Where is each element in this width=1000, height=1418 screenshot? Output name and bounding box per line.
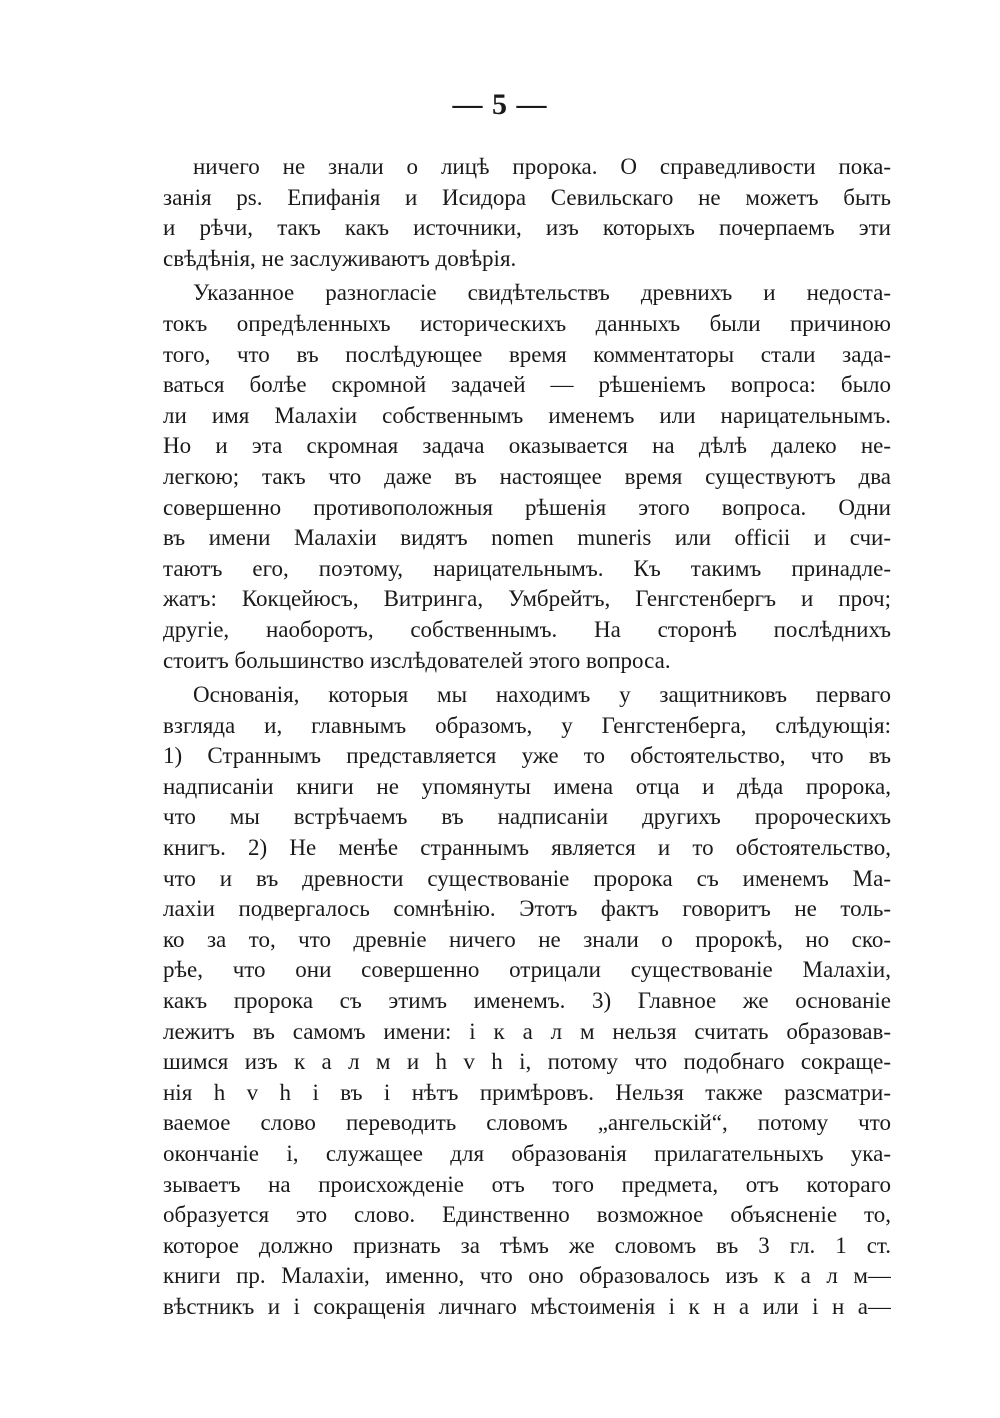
body-text xyxy=(163,152,891,1323)
text-line: шимся изъ к а л м и h v h і, потому что подобнаго сокраще- xyxy=(163,1049,891,1075)
text-line: того, что въ послѣдующее время комментаторы стали зада- xyxy=(163,341,891,367)
text-line: и рѣчи, такъ какъ источники, изъ которыхъ почерпаемъ эти xyxy=(163,215,891,241)
text-line: лежитъ въ самомъ имени: і к а л м нельзя считать образовав- xyxy=(163,1018,891,1044)
text-line: вѣстникъ и і сокращенія личнаго мѣстоименія і к н а или і н а— xyxy=(163,1293,891,1319)
text-line: совершенно противоположныя рѣшенія этого вопроса. Одни xyxy=(163,494,891,520)
paragraph-1 xyxy=(163,152,891,274)
paragraph-2 xyxy=(163,278,891,676)
text-line: Указанное разногласіе свидѣтельствъ древнихъ и недоста- xyxy=(193,280,891,306)
text-line: какъ пророка съ этимъ именемъ. 3) Главное же основаніе xyxy=(163,988,891,1014)
text-line: окончаніе і, служащее для образованія прилагательныхъ ука- xyxy=(163,1141,891,1166)
text-line: Основанія, которыя мы находимъ у защитниковъ перваго xyxy=(193,682,891,708)
text-line: зываетъ на происхожденіе отъ того предмета, отъ котораго xyxy=(163,1171,891,1197)
text-line: что и въ древности существованіе пророка съ именемъ Ма- xyxy=(163,865,891,891)
paragraph-3 xyxy=(163,680,891,1322)
text-line: занія ps. Епифанія и Исидора Севильскаго не можетъ быть xyxy=(163,184,891,210)
text-line: надписаніи книги не упомянуты имена отца и дѣда пророка, xyxy=(163,773,891,799)
text-line: токъ опредѣленныхъ историческихъ данныхъ были причиною xyxy=(163,310,891,336)
text-line: ко за то, что древніе ничего не знали о пророкѣ, но ско- xyxy=(163,926,891,952)
text-line: лахіи подвергалось сомнѣнію. Этотъ фактъ говоритъ не толь- xyxy=(163,896,891,922)
text-line: 1) Страннымъ представляется уже то обстоятельство, что въ xyxy=(163,743,891,769)
text-line: которое должно признать за тѣмъ же словомъ въ 3 гл. 1 ст. xyxy=(163,1232,891,1258)
text-line: Но и эта скромная задача оказывается на дѣлѣ далеко не- xyxy=(163,433,891,459)
text-line: легкою; такъ что даже въ настоящее время существуютъ два xyxy=(163,463,891,489)
text-line: ваемое слово переводить словомъ „ангельскій“, потому что xyxy=(163,1110,891,1136)
text-line: книгъ. 2) Не менѣе страннымъ является и то обстоятельство, xyxy=(163,835,891,861)
text-line: образуется это слово. Единственно возможное объясненіе то, xyxy=(163,1202,891,1228)
text-line: другіе, наоборотъ, собственнымъ. На сторонѣ послѣднихъ xyxy=(163,616,891,642)
text-line: что мы встрѣчаемъ въ надписаніи другихъ пророческихъ xyxy=(163,804,891,830)
text-line: таютъ его, поэтому, нарицательнымъ. Къ такимъ принадле- xyxy=(163,555,891,581)
page-number: — 5 — xyxy=(452,88,548,121)
text-line: рѣе, что они совершенно отрицали существованіе Малахіи, xyxy=(163,957,891,983)
text-line: книги пр. Малахіи, именно, что оно образовалось изъ к а л м— xyxy=(163,1263,891,1289)
text-line: нія h v h і въ і нѣтъ примѣровъ. Нельзя также разсматри- xyxy=(163,1079,891,1105)
text-line: свѣдѣнія, не заслуживаютъ довѣрія. xyxy=(163,245,517,271)
text-line: ваться болѣе скромной задачей — рѣшеніемъ вопроса: было xyxy=(163,372,891,398)
text-line: жатъ: Кокцейюсъ, Витринга, Умбрейтъ, Генгстенбергъ и проч; xyxy=(163,586,891,612)
text-line: стоитъ большинство изслѣдователей этого вопроса. xyxy=(163,647,671,673)
text-line: въ имени Малахіи видятъ nomen muneris или officii и счи- xyxy=(163,525,891,551)
text-line: взгляда и, главнымъ образомъ, у Генгстенберга, слѣдующія: xyxy=(163,712,891,738)
text-line: ничего не знали о лицѣ пророка. О справедливости пока- xyxy=(193,154,891,179)
text-line: ли имя Малахіи собственнымъ именемъ или нарицательнымъ. xyxy=(163,402,891,428)
